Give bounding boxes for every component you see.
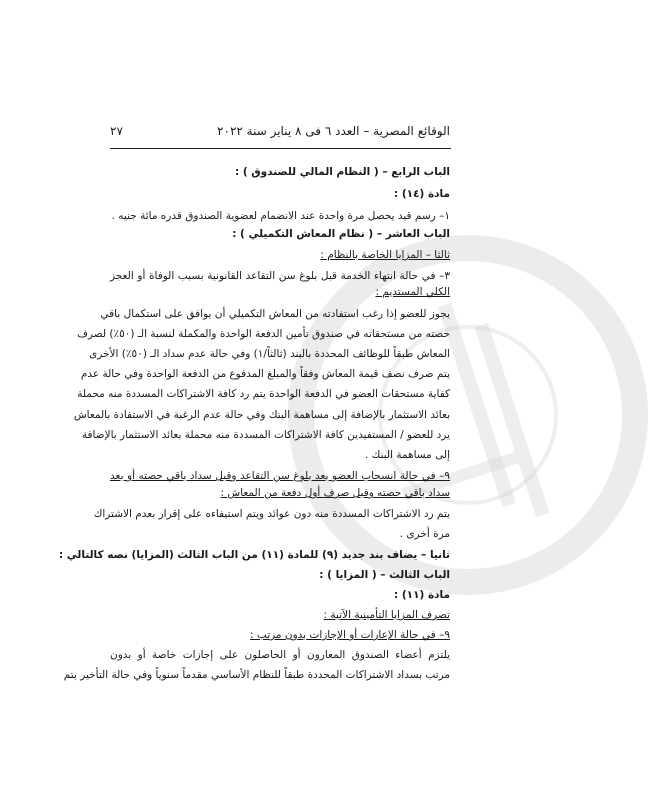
chapter-heading: الباب الثالث – ( المزايا ) : <box>319 569 450 581</box>
text-line: يتم رد الاشتراكات المسددة منه دون عوائد ويتم استيفاءه على إقرار بعدم الاشتراك <box>93 508 450 520</box>
text-line: يتم صرف نصف قيمة المعاش وفقاً والمبلغ المدفوع من الدفعة الواحدة وفي حالة عدم <box>80 368 450 380</box>
text-line: إلى مساهمة البنك . <box>365 449 450 461</box>
article-heading: مادة (١١) : <box>394 589 450 601</box>
text-line: بعائد الاستثمار بالإضافة إلى مساهمة البنك وفي حالة عدم الرغبة في الاستفادة بالمعاش <box>73 409 450 421</box>
text-line: المعاش طبقاً للوظائف المحددة بالبند (ثالثاً/١) وفي حالة عدم سداد الـ (٥٠٪) الأخرى <box>89 348 450 360</box>
text-line: سداد باقي حصته وقبل صرف أول دفعة من المعاش : <box>220 487 450 499</box>
text-line: يرد للعضو / المستفيدين كافة الاشتراكات المسددة منه محملة بعائد الاستثمار بالإضافة <box>81 429 450 441</box>
text-line: يلتزم أعضاء الصندوق المعارون أو الحاصلون على إجازات خاصة أو بدون <box>110 649 450 661</box>
text-line: مرة أخرى . <box>399 528 450 540</box>
gazette-header-title: الوقائع المصرية – العدد ٦ فى ٨ يناير سنة ٢٠٢٢ <box>217 124 450 138</box>
text-line: ٩– في حالة انسحاب العضو بعد بلوغ سن التقاعد وقبل سداد باقي حصته أو بعد <box>110 470 450 482</box>
text-line: ٣– في حالة انتهاء الخدمة قبل بلوغ سن التقاعد القانونية بسبب الوفاة أو العجز <box>110 270 450 282</box>
text-line: تصرف المزايا التأمينية الآتية : <box>323 609 450 621</box>
text-line: مرتب بسداد الاشتراكات المحددة طبقاً للنظام الأساسي مقدماً سنوياً وفي حالة التأخير يتم <box>63 669 450 681</box>
text-line: ١– رسم قيد يحصل مرة واحدة عند الانضمام لعضوية الصندوق قدره مائة جنيه . <box>111 210 450 222</box>
section-heading: ثالثا – المزايا الخاصة بالنظام : <box>320 249 450 261</box>
header-divider <box>110 148 451 149</box>
chapter-heading: الباب الرابع – ( النظام المالي للصندوق ) : <box>234 166 450 178</box>
text-line: ٩– في حالة الإعارات أو الإجازات بدون مرتب : <box>250 629 450 641</box>
article-heading: مادة (١٤) : <box>394 188 450 200</box>
text-line: يجوز للعضو إذا رغب استفادته من المعاش التكميلي أن يوافق على استكمال باقي <box>100 308 450 320</box>
page-header <box>110 124 450 144</box>
section-heading: ثانيا – يضاف بند جديد (٩) للمادة (١١) من الباب الثالث (المزايا) نصه كالتالي : <box>58 549 450 561</box>
text-line: كفاية مستحقات العضو في الدفعة الواحدة يتم رد كافة الاشتراكات المسددة منه محملة <box>77 388 450 400</box>
chapter-heading: الباب العاشر – ( نظام المعاش التكميلي ) : <box>232 228 450 240</box>
text-line: حصته من مستحقاته في صندوق تأمين الدفعة الواحدة والمكملة لنسبة الـ (٥٠٪) لصرف <box>77 328 450 340</box>
text-line: الكلي المستديم : <box>375 286 450 298</box>
page-number: ٢٧ <box>110 124 123 138</box>
